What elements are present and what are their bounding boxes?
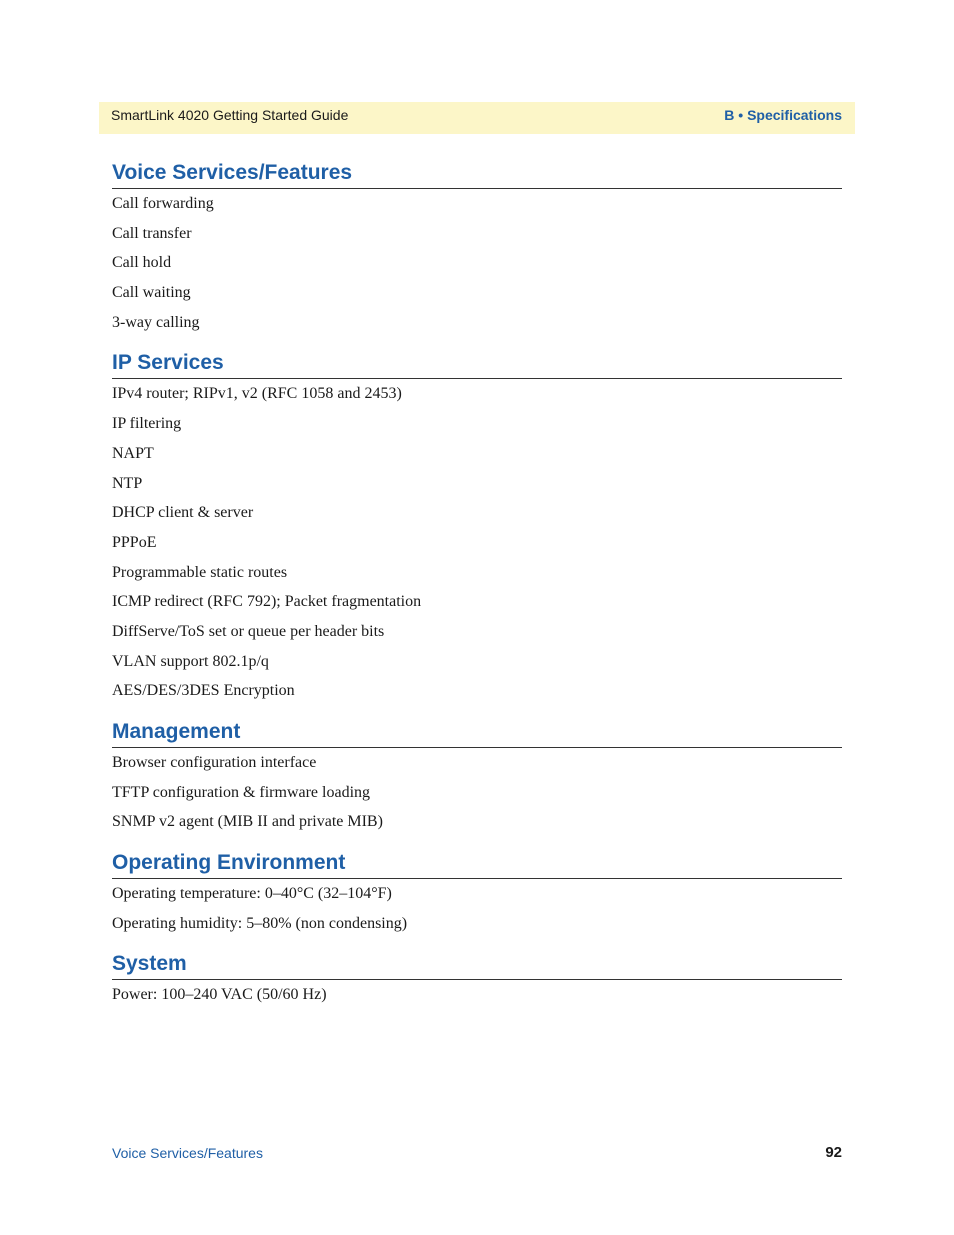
chapter-title: B • Specifications (724, 107, 842, 123)
list-item: 3-way calling (112, 313, 200, 331)
list-item: Call waiting (112, 284, 191, 302)
section-voice-services (112, 158, 842, 348)
spec-list (112, 879, 842, 949)
list-item: IP filtering (112, 415, 182, 433)
list-item: DiffServe/ToS set or queue per header bits (112, 622, 385, 640)
section-heading: IP Services (112, 348, 842, 379)
list-item: VLAN support 802.1p/q (112, 652, 269, 670)
running-header (99, 102, 855, 134)
list-item: Operating humidity: 5–80% (non condensing) (112, 914, 408, 932)
list-item: Power: 100–240 VAC (50/60 Hz) (112, 986, 327, 1004)
list-item: SNMP v2 agent (MIB II and private MIB) (112, 813, 383, 831)
spec-list (112, 980, 842, 1021)
section-heading: Operating Environment (112, 848, 842, 879)
section-operating-environment (112, 848, 842, 949)
list-item: NTP (112, 474, 143, 492)
list-item: Programmable static routes (112, 563, 288, 581)
list-item: IPv4 router; RIPv1, v2 (RFC 1058 and 2453) (112, 385, 402, 403)
spec-list (112, 379, 842, 717)
section-heading: Voice Services/Features (112, 158, 842, 189)
section-ip-services (112, 348, 842, 717)
section-management (112, 717, 842, 848)
section-heading: System (112, 949, 842, 980)
section-heading: Management (112, 717, 842, 748)
spec-list (112, 189, 842, 348)
list-item: TFTP configuration & firmware loading (112, 783, 371, 801)
document-title: SmartLink 4020 Getting Started Guide (111, 107, 349, 123)
page-number: 92 (825, 1144, 842, 1161)
list-item: NAPT (112, 444, 154, 462)
spec-list (112, 748, 842, 848)
list-item: ICMP redirect (RFC 792); Packet fragmentation (112, 593, 422, 611)
page-content (112, 158, 842, 1021)
list-item: DHCP client & server (112, 504, 254, 522)
footer-section-link[interactable]: Voice Services/Features (112, 1145, 263, 1161)
list-item: PPPoE (112, 533, 157, 551)
list-item: Call forwarding (112, 195, 214, 212)
list-item: Browser configuration interface (112, 754, 317, 771)
list-item: Operating temperature: 0–40°C (32–104°F) (112, 885, 392, 903)
list-item: Call transfer (112, 224, 192, 242)
list-item: Call hold (112, 254, 172, 272)
list-item: AES/DES/3DES Encryption (112, 682, 295, 700)
section-system (112, 949, 842, 1021)
